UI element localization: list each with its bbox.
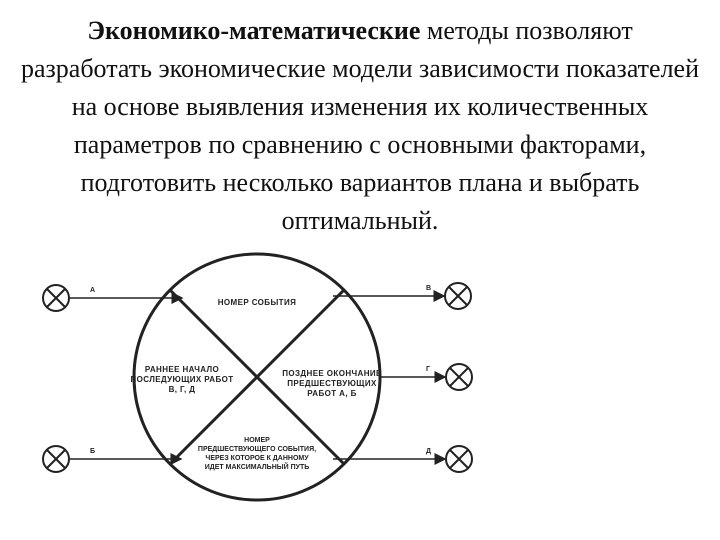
sector-right-line-3: РАБОТ А, Б (307, 389, 357, 398)
outgoing-arrow-v (333, 283, 471, 309)
intro-bold-term: Экономико-математические (87, 16, 421, 45)
sector-bottom-line-3: ЧЕРЕЗ КОТОРОЕ К ДАННОМУ (205, 455, 309, 462)
sector-bottom-line-2: ПРЕДШЕСТВУЮЩЕГО СОБЫТИЯ, (197, 446, 317, 453)
arrow-b-label: Б (90, 448, 96, 455)
intro-text: методы позволяют разработать экономические модели зависимости показателей на основе выявления изменения их количественных параметров по сравнению с основными факторами, подготовить несколько вариантов плана и выбрать оптимальный. (20, 16, 700, 235)
sector-left-line-1: РАННЕЕ НАЧАЛО (144, 365, 220, 374)
incoming-arrow-a (43, 285, 182, 311)
sector-left-line-3: В, Г, Д (168, 385, 196, 394)
arrow-a-label: А (90, 287, 96, 294)
sector-top-label: НОМЕР СОБЫТИЯ (217, 298, 297, 307)
outgoing-arrow-g (380, 364, 472, 390)
arrow-g-label: Г (426, 366, 430, 373)
sector-left-label (130, 365, 233, 394)
sector-right-line-2: ПРЕДШЕСТВУЮЩИХ (287, 379, 377, 388)
sector-right-label (282, 369, 382, 398)
sector-bottom-label (198, 437, 316, 471)
sector-left-line-2: ПОСЛЕДУЮЩИХ РАБОТ (130, 375, 234, 384)
sector-right-line-1: ПОЗДНЕЕ ОКОНЧАНИЕ (282, 369, 382, 378)
incoming-arrow-b (43, 446, 181, 472)
outgoing-arrow-d (333, 446, 472, 472)
arrow-d-label: Д (426, 448, 431, 455)
sector-bottom-line-1: НОМЕР (244, 437, 270, 444)
sector-bottom-line-4: ИДЕТ МАКСИМАЛЬНЫЙ ПУТЬ (204, 464, 310, 471)
arrow-v-label: В (426, 285, 432, 292)
